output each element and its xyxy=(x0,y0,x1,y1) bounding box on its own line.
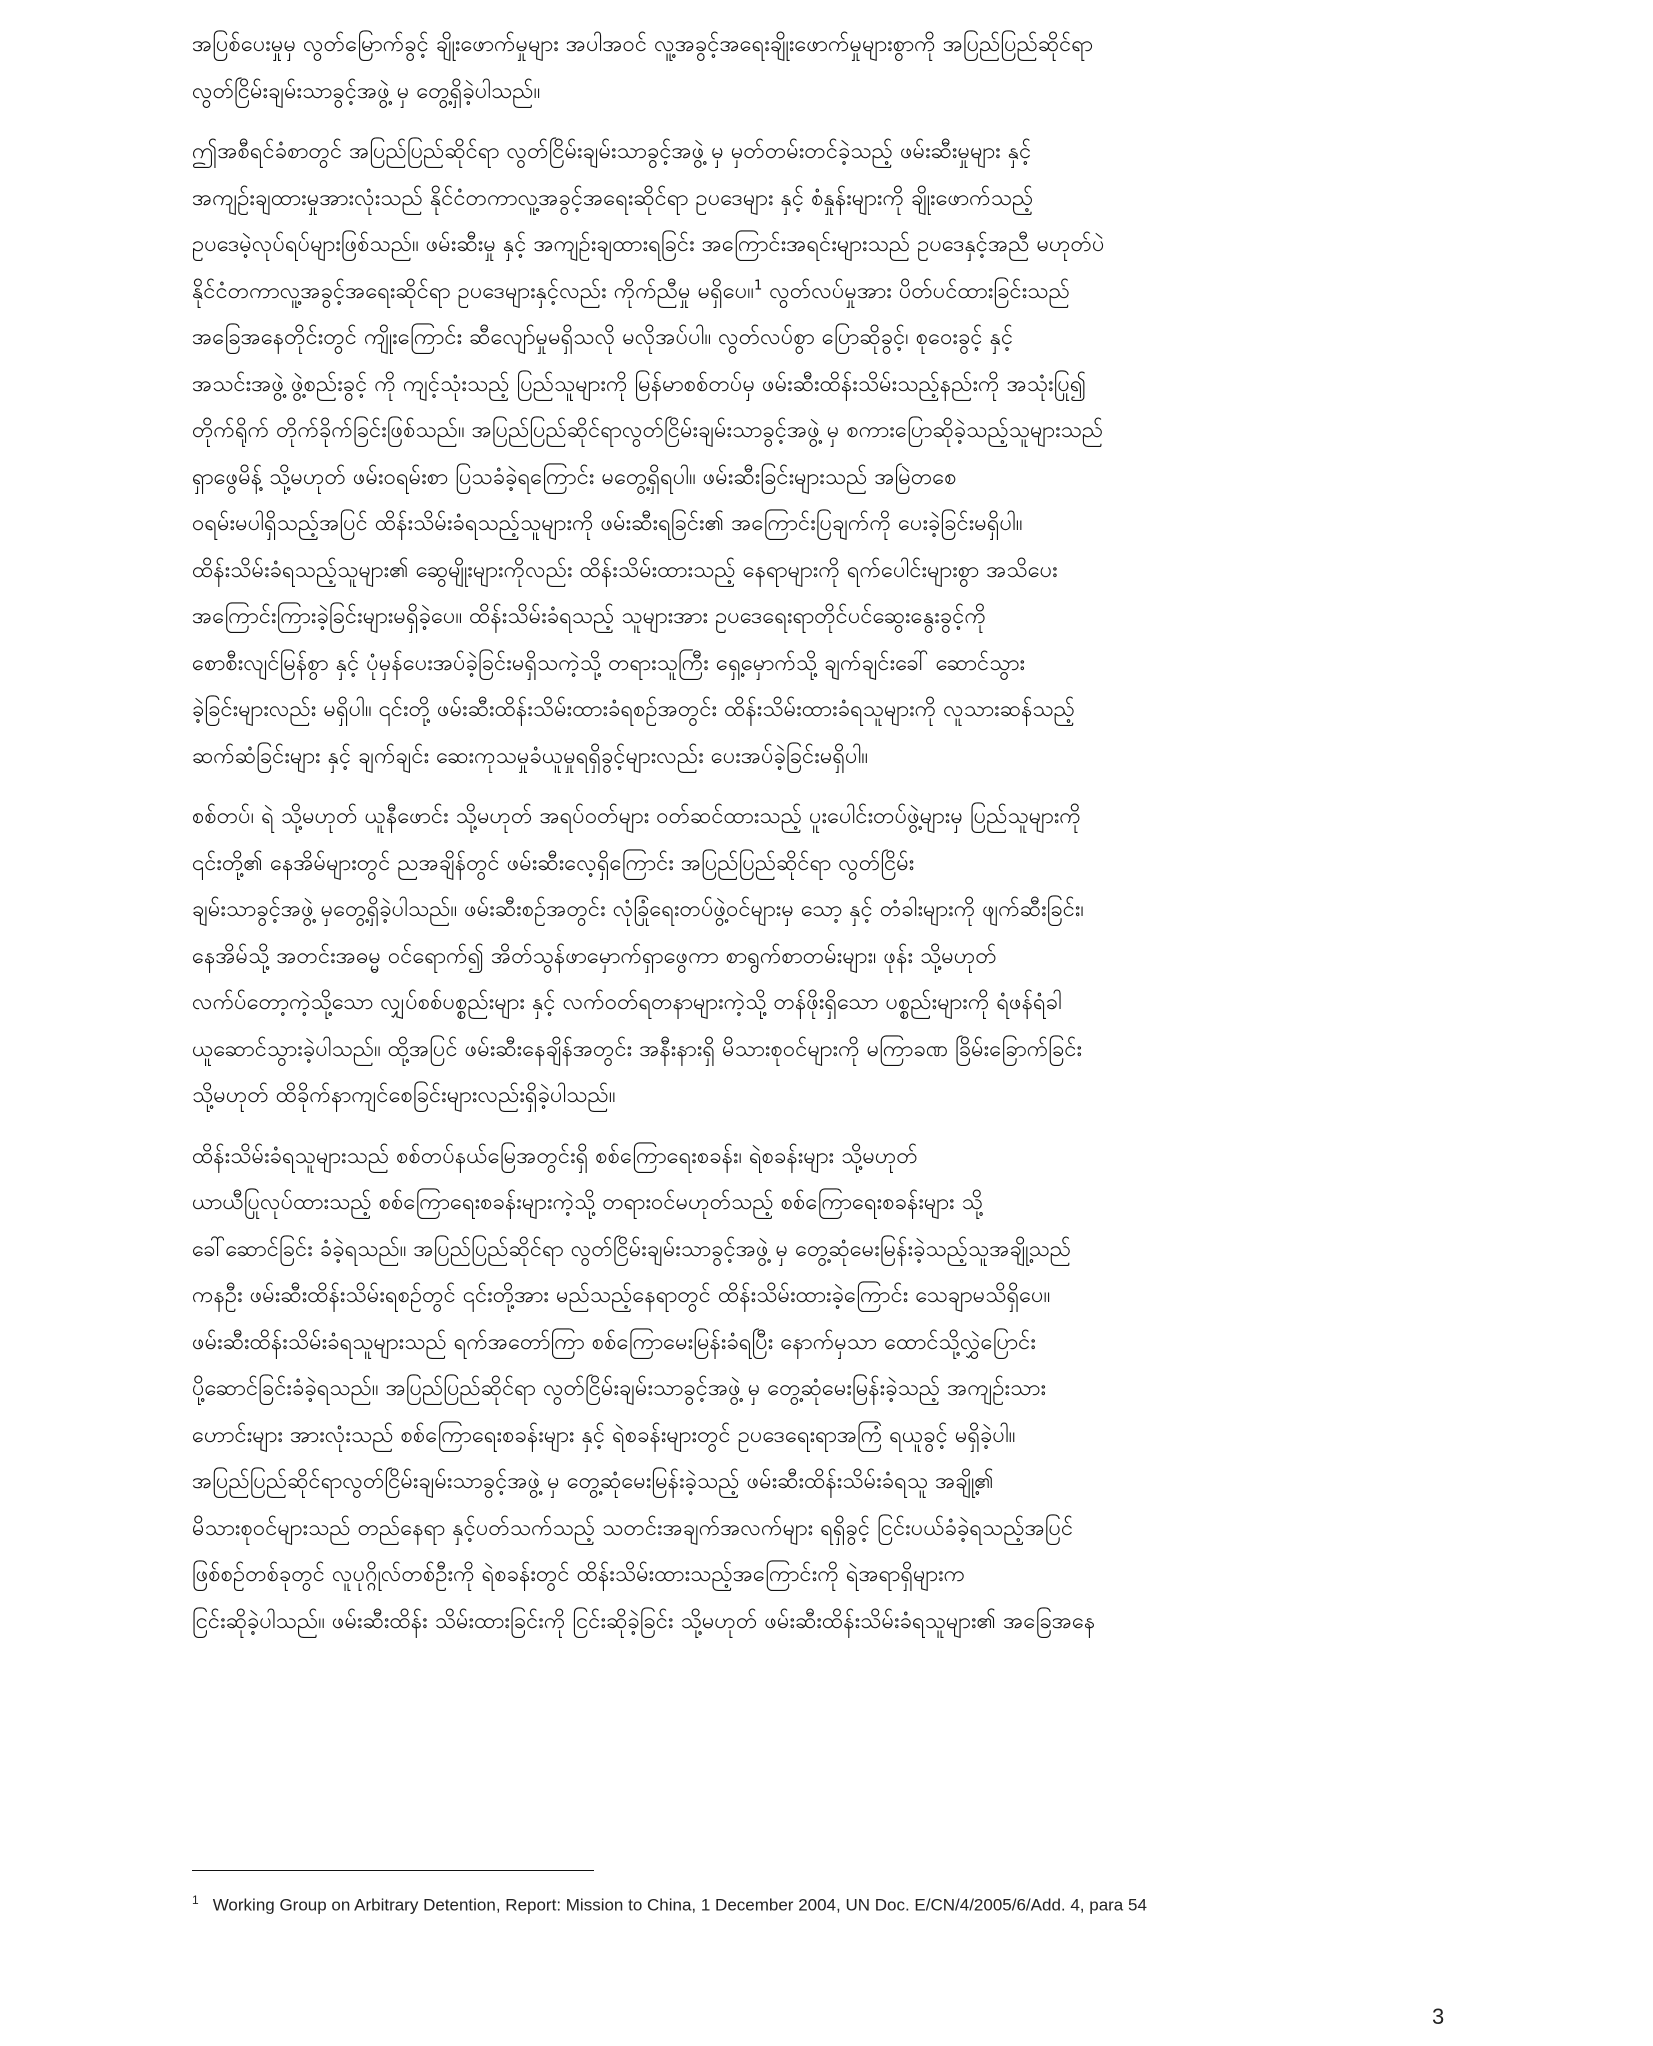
text-line: ဖမ်းဆီးထိန်းသိမ်းခံရသူများသည် ရက်အတော်ကြာ စစ်ကြောမေးမြန်းခံရပြီး နောက်မှသာ ထောင်သို့လွှဲပြောင်း xyxy=(192,1329,1036,1355)
text-line: ရှာဖွေမိန့် သို့မဟုတ် ဖမ်းဝရမ်းစာ ပြသခံခဲ့ရကြောင်း မတွေ့ရှိရပါ။ ဖမ်းဆီးခြင်းများသည် အမြဲတစေ xyxy=(192,464,957,490)
text-line: အကျဉ်းချထားမှုအားလုံးသည် နိုင်ငံတကာလူ့အခွင့်အရေးဆိုင်ရာ ဥပဒေများ နှင့် စံနှုန်းများကို ချိုးဖောက်သည့် xyxy=(192,185,1034,211)
text-line: နေအိမ်သို့ အတင်းအဓမ္မ ဝင်ရောက်၍ အိတ်သွန်ဖာမှောက်ရှာဖွေကာ စာရွက်စာတမ်းများ၊ ဖုန်း သို့မဟုတ် xyxy=(192,943,997,969)
text-line: အပြည်ပြည်ဆိုင်ရာလွတ်ငြိမ်းချမ်းသာခွင့်အဖွဲ့ မှ တွေ့ဆုံမေးမြန်းခဲ့သည့် ဖမ်းဆီးထိန်းသိမ်းခံရသူ အချို့၏ xyxy=(192,1469,994,1494)
text-line: ဟောင်းများ အားလုံးသည် စစ်ကြောရေးစခန်းများ နှင့် ရဲစခန်းများတွင် ဥပဒေရေးရာအကြံ ရယူခွင့် မရှိခဲ့ပါ။ xyxy=(192,1422,1016,1448)
text-line: ၎င်းတို့၏ နေအိမ်များတွင် ညအချိန်တွင် ဖမ်းဆီးလေ့ရှိကြောင်း အပြည်ပြည်ဆိုင်ရာ လွတ်ငြိမ်း xyxy=(192,850,915,876)
paragraph xyxy=(192,129,1460,780)
paragraph xyxy=(192,1134,1460,1646)
text-line: ပို့ဆောင်ခြင်းခံခဲ့ရသည်။ အပြည်ပြည်ဆိုင်ရာ လွတ်ငြိမ်းချမ်းသာခွင့်အဖွဲ့ မှ တွေ့ဆုံမေးမြန်းခဲ့သည့် အကျဉ်းသား xyxy=(192,1376,1047,1401)
text-line: ယူဆောင်သွားခဲ့ပါသည်။ ထို့အပြင် ဖမ်းဆီးနေချိန်အတွင်း အနီးနားရှိ မိသားစုဝင်များကို မကြာခဏ ခြိမ်းခြောက်ခြင်း xyxy=(192,1036,1083,1062)
text-line: မိသားစုဝင်များသည် တည်နေရာ နှင့်ပတ်သက်သည့် သတင်းအချက်အလက်များ ရရှိခွင့် ငြင်းပယ်ခံခဲ့ရသည့်အပြင် xyxy=(192,1515,1074,1541)
text-line: ငြင်းဆိုခဲ့ပါသည်။ ဖမ်းဆီးထိန်း သိမ်းထားခြင်းကို ငြင်းဆိုခဲ့ခြင်း သို့မဟုတ် ဖမ်းဆီးထိန်းသိမ်းခံရသူများ၏ အခြေအနေ xyxy=(192,1608,1096,1634)
text-line: ယာယီပြုလုပ်ထားသည့် စစ်ကြောရေးစခန်းများကဲ့သို့ တရားဝင်မဟုတ်သည့် စစ်ကြောရေးစခန်းများ သို့ xyxy=(192,1190,983,1215)
text-line: စောစီးလျင်မြန်စွာ နှင့် ပုံမှန်ပေးအပ်ခဲ့ခြင်းမရှိသကဲ့သို့ တရားသူကြီး ရှေ့မှောက်သို့ ချက်ချင်းခေါ် ဆောင်သွား xyxy=(192,650,1026,676)
text-line: ထိန်းသိမ်းခံရသူများသည် စစ်တပ်နယ်မြေအတွင်းရှိ စစ်ကြောရေးစခန်း၊ ရဲစခန်းများ သို့မဟုတ် xyxy=(192,1143,918,1169)
text-line: ဥပဒေမဲ့လုပ်ရပ်များဖြစ်သည်။ ဖမ်းဆီးမှု နှင့် အကျဉ်းချထားရခြင်း အကြောင်းအရင်းများသည် ဥပဒေနှင့်အညီ မဟုတ်ပဲ xyxy=(192,232,1105,257)
text-line-continuation: လွတ်လပ်မှုအား ပိတ်ပင်ထားခြင်းသည် xyxy=(762,278,1070,304)
text-line: အသင်းအဖွဲ့ ဖွဲ့စည်းခွင့် ကို ကျင့်သုံးသည့် ပြည်သူများကို မြန်မာစစ်တပ်မှ ဖမ်းဆီးထိန်းသိမ်းသည့်နည်းကို အသုံးပြု၍ xyxy=(192,371,1087,397)
footnote-text: Working Group on Arbitrary Detention, Report: Mission to China, 1 December 2004, UN Doc. E/CN/4/2005/6/Add. 4, para 54 xyxy=(212,1895,1147,1915)
body-text xyxy=(192,22,1460,1659)
page-number: 3 xyxy=(1432,2004,1445,2029)
paragraph xyxy=(192,794,1460,1120)
text-line: ထိန်းသိမ်းခံရသည့်သူများ၏ ဆွေမျိုးများကိုလည်း ထိန်းသိမ်းထားသည့် နေရာများကို ရက်ပေါင်းများစွာ အသိပေး xyxy=(192,557,1058,583)
text-line: နိုင်ငံတကာလူ့အခွင့်အရေးဆိုင်ရာ ဥပဒေများနှင့်လည်း ကိုက်ညီမှု မရှိပေ။$^1$ လွတ်လပ်မှုအား ပိတ်ပင်ထားခြင်းသည် xyxy=(192,278,1070,304)
text-line: ဤအစီရင်ခံစာတွင် အပြည်ပြည်ဆိုင်ရာ လွတ်ငြိမ်းချမ်းသာခွင့်အဖွဲ့ မှ မှတ်တမ်းတင်ခဲ့သည့် ဖမ်းဆီးမှုများ နှင့် xyxy=(192,139,1032,164)
text-line: ခဲ့ခြင်းများလည်း မရှိပါ။ ၎င်းတို့ ဖမ်းဆီးထိန်းသိမ်းထားခံရစဉ်အတွင်း ထိန်းသိမ်းထားခံရသူများကို လူသားဆန်သည့် xyxy=(192,697,1075,722)
text-line: ကနဦး ဖမ်းဆီးထိန်းသိမ်းရစဉ်တွင် ၎င်းတို့အား မည်သည့်နေရာတွင် ထိန်းသိမ်းထားခဲ့ကြောင်း သေချာမသိရှိပေ။ xyxy=(192,1283,1051,1308)
footnote-separator xyxy=(192,1870,594,1871)
text-line: စစ်တပ်၊ ရဲ သို့မဟုတ် ယူနီဖောင်း သို့မဟုတ် အရပ်ဝတ်များ ဝတ်ဆင်ထားသည့် ပူးပေါင်းတပ်ဖွဲ့များမှ ပြည်သူများကို xyxy=(192,804,1081,829)
text-line: အကြောင်းကြားခဲ့ခြင်းများမရှိခဲ့ပေ။ ထိန်းသိမ်းခံရသည့် သူများအား ဥပဒေရေးရာတိုင်ပင်ဆွေးနွေးခွင့်ကို xyxy=(192,604,986,629)
text-line: သို့မဟုတ် ထိခိုက်နာကျင်စေခြင်းများလည်းရှိခဲ့ပါသည်။ xyxy=(192,1083,616,1108)
footnote-number: 1 xyxy=(192,1893,199,1907)
paragraph xyxy=(192,22,1460,115)
text-line: ခေါ်ဆောင်ခြင်း ခံခဲ့ရသည်။ အပြည်ပြည်ဆိုင်ရာ လွတ်ငြိမ်းချမ်းသာခွင့်အဖွဲ့ မှ တွေ့ဆုံမေးမြန်းခဲ့သည့်သူအချို့သည် xyxy=(192,1236,1072,1262)
text-line: အခြေအနေတိုင်းတွင် ကျိုးကြောင်း ဆီလျော်မှုမရှိသလို မလိုအပ်ပါ။ လွတ်လပ်စွာ ပြောဆိုခွင့်၊ စုဝေးခွင့် နှင့် xyxy=(192,325,1014,350)
text-line: တိုက်ရိုက် တိုက်ခိုက်ခြင်းဖြစ်သည်။ အပြည်ပြည်ဆိုင်ရာလွတ်ငြိမ်းချမ်းသာခွင့်အဖွဲ့ မှ စကားပြောဆိုခဲ့သည့်သူများသည် xyxy=(192,418,1104,443)
text-line: ချမ်းသာခွင့်အဖွဲ့ မှတွေ့ရှိခဲ့ပါသည်။ ဖမ်းဆီးစဉ်အတွင်း လုံခြုံရေးတပ်ဖွဲ့ဝင်များမှ သော့ နှင့် တံခါးများကို ဖျက်ဆီးခြင်း၊ xyxy=(192,897,1084,922)
text-line: ဝရမ်းမပါရှိသည့်အပြင် ထိန်းသိမ်းခံရသည့်သူများကို ဖမ်းဆီးရခြင်း၏ အကြောင်းပြချက်ကို ပေးခဲ့ခြင်းမရှိပါ။ xyxy=(192,511,1023,536)
footnote xyxy=(192,1893,1147,1916)
text-line: ဖြစ်စဉ်တစ်ခုတွင် လူပုဂ္ဂိုလ်တစ်ဦးကို ရဲစခန်းတွင် ထိန်းသိမ်းထားသည့်အကြောင်းကို ရဲအရာရှိများက xyxy=(192,1562,966,1587)
text-line: လက်ပ်တော့ကဲ့သို့သော လျှပ်စစ်ပစ္စည်းများ နှင့် လက်ဝတ်ရတနာများကဲ့သို့ တန်ဖိုးရှိသော ပစ္စည်းများကို ရံဖန်ရံခါ xyxy=(192,990,1062,1015)
footnote-reference[interactable]: 1 xyxy=(753,278,763,294)
text-line: အပြစ်ပေးမှုမှ လွတ်မြောက်ခွင့် ချိုးဖောက်မှုများ အပါအဝင် လူ့အခွင့်အရေးချိုးဖောက်မှုများစွာကို အပြည်ပြည်ဆိုင်ရာ xyxy=(192,32,1094,57)
text-line: လွတ်ငြိမ်းချမ်းသာခွင့်အဖွဲ့ မှ တွေ့ရှိခဲ့ပါသည်။ xyxy=(192,78,541,104)
text-line: ဆက်ဆံခြင်းများ နှင့် ချက်ချင်း ဆေးကုသမှုခံယူမှုရရှိခွင့်များလည်း ပေးအပ်ခဲ့ခြင်းမရှိပါ။ xyxy=(192,743,869,769)
